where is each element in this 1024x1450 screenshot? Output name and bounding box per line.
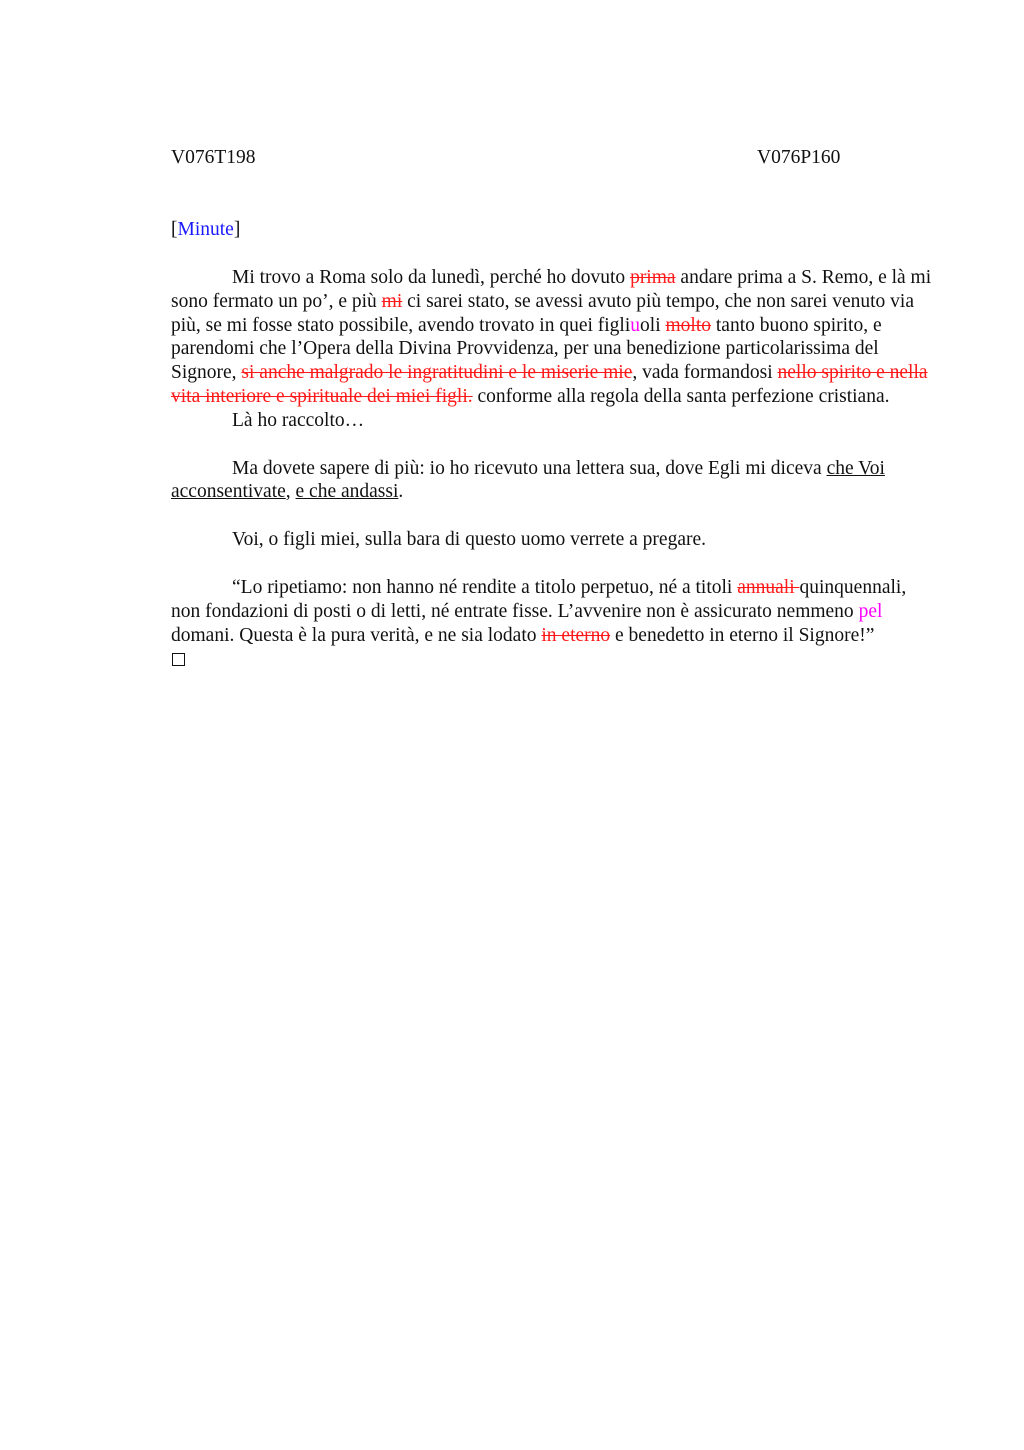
text-run: “Lo ripetiamo: non hanno né rendite a titolo perpetuo, né a titoli xyxy=(232,576,738,598)
text-run: Mi trovo a Roma solo da lunedì, perché ho dovuto xyxy=(232,267,631,288)
document-code-right: V076P160 xyxy=(757,147,841,168)
text-run: , vada formandosi xyxy=(632,362,778,384)
text-run: quinquennali, non fondazioni di posti o di letti, né entrate fisse. L’avvenire non è assicurato nemmeno xyxy=(171,576,907,622)
text-run: tanto buono spirito, e parendomi che l’Opera della Divina Provvidenza, per una benedizione particolarissima del Signore, xyxy=(171,314,882,384)
paragraph-gap xyxy=(171,552,936,576)
text-run: ci sarei stato, se avessi avuto più tempo, che non sarei venuto via più, se mi fosse stato possibile, avendo trovato in quei figli xyxy=(171,290,914,336)
paragraph-gap xyxy=(171,504,936,528)
paragraph-gap xyxy=(171,433,936,457)
document-code-left: V076T198 xyxy=(171,147,256,168)
deleted-text: molto xyxy=(665,314,712,336)
text-run: , xyxy=(285,481,296,503)
deleted-text: si anche malgrado le ingratitudini e le miserie mie xyxy=(241,362,633,384)
label-close-bracket: ] xyxy=(233,219,241,240)
inserted-text: u xyxy=(630,314,641,336)
paragraph-4: Voi, o figli miei, sulla bara di questo uomo verrete a pregare. xyxy=(232,529,706,551)
paragraph-2: Là ho raccolto… xyxy=(232,409,365,431)
underlined-text: che Voi acconsentivate xyxy=(171,457,885,503)
paragraph-3 xyxy=(171,457,936,505)
deleted-text: prima xyxy=(630,267,676,288)
deleted-text: nello spirito e nella vita interiore e spirituale dei miei figli. xyxy=(171,362,928,407)
text-run: conforme alla regola della santa perfezione cristiana. xyxy=(472,385,890,407)
text-run: . xyxy=(398,481,404,503)
checkbox-icon xyxy=(172,653,185,666)
letter-body xyxy=(171,266,936,666)
inserted-text: pel xyxy=(858,600,883,622)
deleted-text: annuali xyxy=(737,576,800,598)
deleted-text: mi xyxy=(381,290,403,312)
text-run: e benedetto in eterno il Signore!” xyxy=(610,624,875,646)
text-run: domani. Questa è la pura verità, e ne sia lodato xyxy=(171,624,542,646)
underlined-text: e che andassi xyxy=(295,481,399,503)
text-run: oli xyxy=(640,314,666,336)
text-run: andare prima a S. Remo, e là mi sono fermato un po’, e più xyxy=(171,267,932,312)
section-label xyxy=(171,218,240,242)
paragraph-5 xyxy=(171,576,936,647)
paragraph-1 xyxy=(171,266,936,409)
label-open-bracket: [ xyxy=(171,219,178,240)
deleted-text: in eterno xyxy=(541,624,611,646)
text-run: Ma dovete sapere di più: io ho ricevuto una lettera sua, dove Egli mi diceva xyxy=(232,457,827,479)
label-text: Minute xyxy=(177,219,234,240)
